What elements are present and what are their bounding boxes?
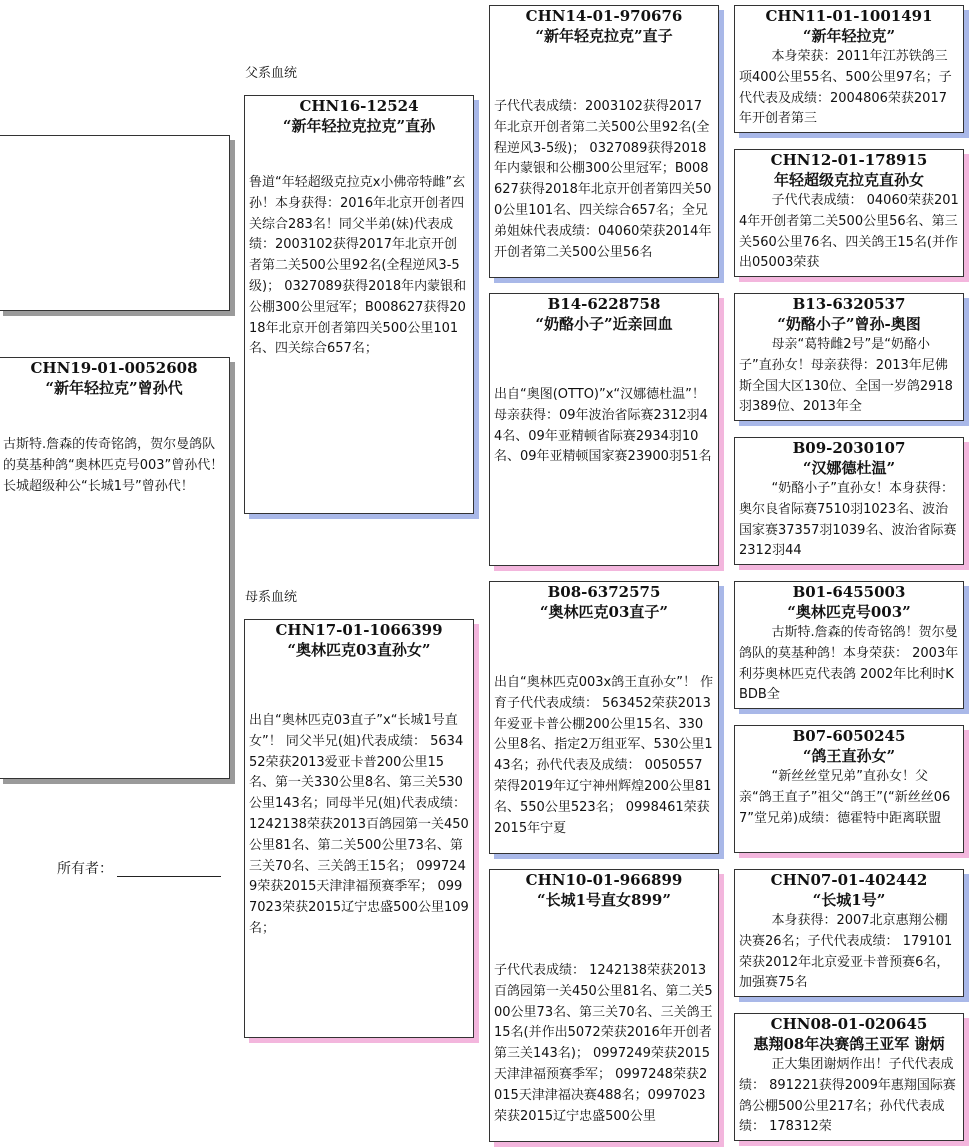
subject-ring-id: CHN19-01-0052608 xyxy=(30,359,198,377)
gen4-ring-id: CHN12-01-178915 xyxy=(770,151,928,169)
sire-card xyxy=(244,95,474,514)
sire-sire-description: 子代代表成绩：2003102获得2017年北京开创者第二关500公里92名(全程逆风3-5级)； 0327089获得2018年内蒙银和公棚300公里冠军；B008627获得2018年北京开创者第四关500公里101名、四关综合657名；全兄弟姐妹代表成绩：04060荣获2014年开创者第二关500公里56名 xyxy=(494,99,712,260)
owner-field xyxy=(57,858,221,878)
sire-ring-id: CHN16-12524 xyxy=(299,97,419,115)
gen4-name: “汉娜德杜温” xyxy=(802,459,896,477)
gen4-name: “鸽王直孙女” xyxy=(802,747,896,765)
gen4-name: “奥林匹克号003” xyxy=(787,603,911,621)
gen4-name: 年轻超级克拉克直孙女 xyxy=(773,171,924,189)
gen4-description: 本身获得：2007北京惠翔公棚决赛26名；子代代表成绩： 179101荣获2012年北京爱亚卡普预赛6名，加强赛75名 xyxy=(739,913,953,991)
owner-blank-line[interactable] xyxy=(117,862,221,877)
sire-dam-name: “奶酪小子”近亲回血 xyxy=(535,315,673,333)
gen4-name: “长城1号” xyxy=(812,891,886,909)
gen4-name: 惠翔08年决赛鸽王亚军 谢炳 xyxy=(753,1035,945,1053)
sire-dam-ring-id: B14-6228758 xyxy=(547,295,661,313)
sire-description: 鲁道“年轻超级克拉克x小佛帝特雌”玄孙！本身获得：2016年北京开创者四关综合283名！同父半弟(妹)代表成绩：2003102获得2017年北京开创者第二关500公里92名(全程逆风3-5级)； 0327089获得2018年内蒙银和公棚300公里冠军；B008627获得2018年北京开创者第四关500公里101名、四关综合657名； xyxy=(249,175,467,357)
dam-sire-ring-id: B08-6372575 xyxy=(547,583,661,601)
dam-card xyxy=(244,619,474,1038)
dam-dam-card xyxy=(489,869,719,1142)
sire-sire-ring-id: CHN14-01-970676 xyxy=(525,7,683,25)
gen4-description: 正大集团谢炳作出！子代代表成绩： 891221获得2009年惠翔国际赛鸽公棚500公里217名；孙代代表成绩： 178312荣 xyxy=(739,1057,956,1135)
dam-dam-ring-id: CHN10-01-966899 xyxy=(525,871,683,889)
gen4-card-7 xyxy=(734,869,964,997)
dam-sire-description: 出自“奥林匹克003x鸽王直孙女”！ 作育子代代表成绩： 563452荣获2013年爱亚卡普公棚200公里15名、330公里8名、指定2万组亚军、530公里143名；孙代代表及成绩： 0050557荣得2019年辽宁神州辉煌200公里81名、550公里523名； 0998461荣获2015年宁夏 xyxy=(494,675,714,836)
gen4-ring-id: B07-6050245 xyxy=(792,727,906,745)
gen4-ring-id: CHN11-01-1001491 xyxy=(765,7,933,25)
photo-box xyxy=(0,135,230,311)
sire-sire-card xyxy=(489,5,719,278)
gen4-ring-id: B01-6455003 xyxy=(792,583,906,601)
gen4-ring-id: CHN07-01-402442 xyxy=(770,871,928,889)
dam-dam-name: “长城1号直女899” xyxy=(536,891,671,909)
dam-description: 出自“奥林匹克03直子”x“长城1号直女”！ 同父半兄(姐)代表成绩： 563452荣获2013爱亚卡普200公里15名、第一关330公里8名、第三关530公里143名；同母半兄(姐)代表成绩：1242138荣获2013百鸽园第一关450公里81名、第二关500公里73名、第三关70名、三关鸽王15名； 0997249荣获2015天津津福预赛季军； 0997023荣获2015辽宁忠盛500公里109名； xyxy=(249,713,469,936)
gen4-card-2 xyxy=(734,149,964,277)
sire-sire-name: “新年轻克拉克”直子 xyxy=(535,27,673,45)
gen4-card-1 xyxy=(734,5,964,133)
subject-description: 古斯特.詹森的传奇铭鸽，贺尔曼鸽队的莫基种鸽“奥林匹克号003”曾孙代！ 长城超级种公“长城1号”曾孙代！ xyxy=(3,437,224,494)
maternal-label: 母系血统 xyxy=(245,590,298,605)
dam-ring-id: CHN17-01-1066399 xyxy=(275,621,443,639)
gen4-ring-id: B09-2030107 xyxy=(792,439,906,457)
gen4-card-5 xyxy=(734,581,964,709)
subject-card xyxy=(0,357,230,779)
gen4-ring-id: B13-6320537 xyxy=(792,295,906,313)
gen4-description: “新丝丝堂兄弟”直孙女！父亲“鸽王直子”祖父“鸽王”(“新丝丝067”堂兄弟)成绩：德霍特中距离联盟 xyxy=(739,769,951,826)
sire-dam-description: 出自“奥图(OTTO)”x“汉娜德杜温”！ 母亲获得：09年波治省际赛2312羽44名、09年亚精顿省际赛2934羽10名、09年亚精顿国家赛23900羽51名 xyxy=(494,387,712,465)
dam-name: “奥林匹克03直孙女” xyxy=(287,641,431,659)
gen4-description: 本身荣获：2011年江苏铁鸽三项400公里55名、500公里97名；子代代表及成绩：2004806荣获2017年开创者第三 xyxy=(739,49,952,127)
dam-dam-description: 子代代表成绩： 1242138荣获2013百鸽园第一关450公里81名、第二关500公里73名、第三关70名、三关鸽王15名(并作出5072荣获2016年开创者第三关143名)； 0997249荣获2015天津津福预赛季军； 0997248荣获2015天津津福决赛488名；0997023荣获2015辽宁忠盛500公里 xyxy=(494,963,713,1124)
dam-sire-card xyxy=(489,581,719,854)
gen4-ring-id: CHN08-01-020645 xyxy=(770,1015,928,1033)
paternal-label: 父系血统 xyxy=(245,66,298,81)
owner-label: 所有者： xyxy=(57,861,113,877)
gen4-card-6 xyxy=(734,725,964,853)
gen4-description: “奶酪小子”直孙女！本身获得：奥尔良省际赛7510羽1023名、波治国家赛37357羽1039名、波治省际赛2312羽44 xyxy=(739,481,957,559)
sire-name: “新年轻拉克拉克”直孙 xyxy=(282,117,436,135)
subject-name: “新年轻拉克”曾孙代 xyxy=(45,379,183,397)
dam-sire-name: “奥林匹克03直子” xyxy=(539,603,669,621)
gen4-name: “新年轻拉克” xyxy=(802,27,896,45)
gen4-card-3 xyxy=(734,293,964,421)
gen4-description: 母亲“葛特雌2号”是“奶酪小子”直孙女！母亲获得：2013年尼佛斯全国大区130位、全国一岁鸽2918羽389位、2013年全 xyxy=(739,337,953,415)
gen4-name: “奶酪小子”曾孙-奥图 xyxy=(777,315,921,333)
gen4-card-4 xyxy=(734,437,964,565)
gen4-card-8 xyxy=(734,1013,964,1141)
gen4-description: 古斯特.詹森的传奇铭鸽！贺尔曼鸽队的莫基种鸽！本身荣获： 2003年利芬奥林匹克代表鸽 2002年比利时KBDB全 xyxy=(739,625,959,703)
sire-dam-card xyxy=(489,293,719,566)
gen4-description: 子代代表成绩： 04060荣获2014年开创者第二关500公里56名、第三关560公里76名、四关鸽王15名(并作出05003荣获 xyxy=(739,193,959,271)
